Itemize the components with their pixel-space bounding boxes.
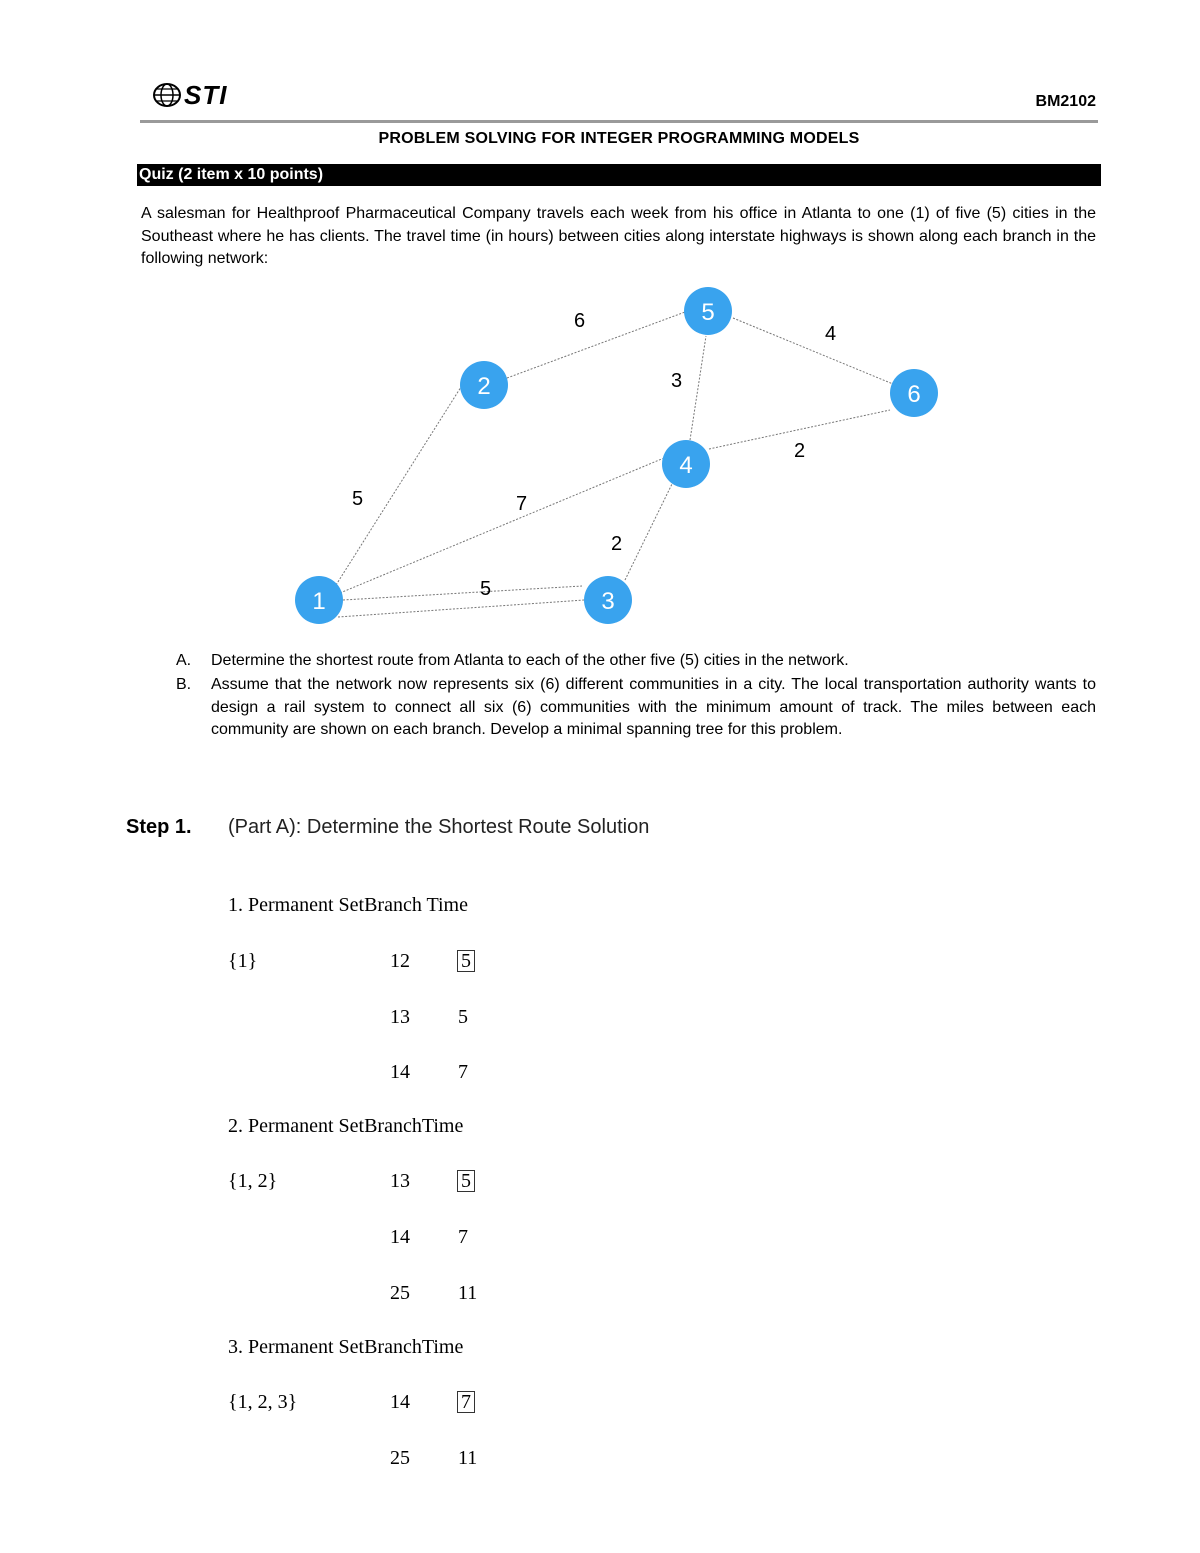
- quiz-label: Quiz (2 item x 10 points): [139, 166, 324, 183]
- weight-4-6: 2: [794, 440, 806, 462]
- iteration-3-set: {1, 2, 3}: [228, 1391, 298, 1413]
- edge-3-4: [625, 484, 672, 580]
- iteration-2-time-3: 11: [458, 1282, 478, 1304]
- question-text: Assume that the network now represents six (6) different communities in a city. The local transportation authority wants to design a rail system to connect all six (6) communities with the minimum amount of track. The miles between each community are shown on each branch. Develop a minimal spanning tree for this problem.: [211, 676, 1096, 738]
- question-b: [176, 674, 1096, 742]
- course-code: BM2102: [1035, 93, 1096, 110]
- node-1-label: 1: [312, 588, 326, 615]
- weight-3-4: 2: [611, 533, 623, 555]
- logo-text: STI: [184, 79, 228, 110]
- node-6: [890, 369, 938, 417]
- iteration-2-branch-1: 13: [390, 1170, 410, 1192]
- node-4: [662, 440, 710, 488]
- network-graph: [0, 0, 1200, 650]
- node-2: [460, 361, 508, 409]
- iteration-1-time-3: 7: [458, 1061, 468, 1083]
- node-5-label: 5: [701, 299, 715, 326]
- intro-paragraph: A salesman for Healthproof Pharmaceutical Company travels each week from his office in Atlanta to one (1) of five (5) cities in the Southeast where he has clients. The travel time (in hours) between cities along interstate highways is shown along each branch in the following network:: [141, 205, 1096, 267]
- iteration-1-branch-2: 13: [390, 1006, 410, 1028]
- weight-5-6: 4: [825, 323, 837, 345]
- weight-4-5: 3: [671, 370, 683, 392]
- iteration-1-header: 1. Permanent SetBranch Time: [228, 894, 468, 916]
- node-5: [684, 287, 732, 335]
- iteration-1-time-2: 5: [458, 1006, 468, 1028]
- node-4-label: 4: [679, 452, 693, 479]
- iteration-2-branch-3: 25: [390, 1282, 410, 1304]
- question-letter: B.: [176, 676, 192, 693]
- edge-5-6: [733, 318, 893, 384]
- question-a: [176, 650, 1096, 673]
- step-1: [126, 816, 650, 839]
- iteration-3-header: 3. Permanent SetBranchTime: [228, 1336, 464, 1358]
- iteration-3-branch-1: 14: [390, 1391, 410, 1413]
- iteration-2-time-1-boxed: 5: [457, 1170, 475, 1192]
- step-description: (Part A): Determine the Shortest Route Solution: [228, 816, 650, 838]
- edge-2-5: [507, 312, 685, 378]
- edge-1-3: [338, 600, 584, 617]
- edge-1-3-upper: [343, 586, 582, 600]
- iteration-1-set: {1}: [228, 950, 258, 972]
- node-2-label: 2: [477, 373, 491, 400]
- iteration-3-time-2: 11: [458, 1447, 478, 1469]
- iteration-1-time-1-boxed: 5: [457, 950, 475, 972]
- iteration-1-branch-3: 14: [390, 1061, 410, 1083]
- iteration-3-branch-2: 25: [390, 1447, 410, 1469]
- node-6-label: 6: [907, 381, 921, 408]
- node-1: [295, 576, 343, 624]
- node-3: [584, 576, 632, 624]
- edge-weights: [352, 310, 836, 600]
- question-text: Determine the shortest route from Atlanta to each of the other five (5) cities in the network.: [211, 652, 849, 669]
- edge-1-4: [340, 458, 664, 593]
- edge-4-5: [690, 336, 706, 440]
- edge-1-2: [336, 387, 461, 585]
- page-title: PROBLEM SOLVING FOR INTEGER PROGRAMMING MODELS: [378, 130, 860, 147]
- weight-1-2: 5: [352, 488, 364, 510]
- iteration-2-set: {1, 2}: [228, 1170, 278, 1192]
- weight-1-3: 5: [480, 578, 492, 600]
- node-3-label: 3: [601, 588, 615, 615]
- iteration-2-branch-2: 14: [390, 1226, 410, 1248]
- iteration-2-time-2: 7: [458, 1226, 468, 1248]
- weight-1-4: 7: [516, 493, 528, 515]
- edges: [336, 312, 893, 617]
- iteration-2-header: 2. Permanent SetBranchTime: [228, 1115, 464, 1137]
- step-heading: Step 1.: [126, 816, 192, 838]
- weight-2-5: 6: [574, 310, 586, 332]
- iteration-1-branch-1: 12: [390, 950, 410, 972]
- question-letter: A.: [176, 652, 192, 669]
- iteration-3-time-1-boxed: 7: [457, 1391, 475, 1413]
